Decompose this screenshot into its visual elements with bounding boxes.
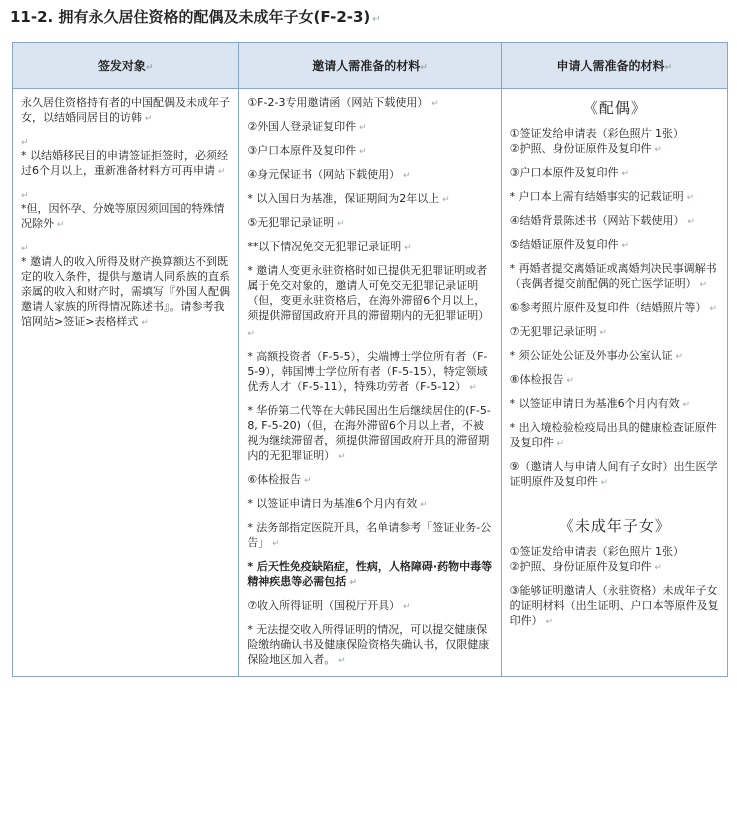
spouse-material-item: ⑥参考照片原件及复印件（结婚照片等） ↵ (509, 301, 717, 314)
section-heading-minor-children: 《未成年子女》 (558, 517, 671, 535)
spouse-material-item: ③户口本原件及复印件 ↵ (509, 166, 629, 179)
visa-requirements-table (12, 42, 728, 677)
spouse-material-item: * 以签证申请日为基准6个月内有效 ↵ (509, 397, 691, 410)
inviter-material-item: ②外国人登录证复印件 ↵ (247, 120, 367, 133)
spouse-material-item: * 须公证处公证及外事办公室认证 ↵ (509, 349, 684, 362)
table-body-row (13, 89, 728, 677)
inviter-material-item: * 华侨第二代等在大韩民国出生后继续居住的(F-5-8, F-5-20)（但，在海外滞留6个月以上者，不被视为继续滞留者，须提供滞留国政府开具的滞留期内的无犯罪证明） ↵ (247, 404, 491, 462)
issue-target-paragraph: *但，因怀孕、分娩等原因须回国的特殊情况除外 ↵ (21, 202, 225, 230)
inviter-material-item: * 法务部指定医院开具，名单请参考「签证业务-公告」 ↵ (247, 521, 492, 549)
spouse-material-item: ⑦无犯罪记录证明 ↵ (509, 325, 607, 338)
inviter-material-item: ⑤无犯罪记录证明 ↵ (247, 216, 345, 229)
spouse-material-item: * 户口本上需有结婚事实的记载证明 ↵ (509, 190, 695, 203)
inviter-material-item: * 后天性免疫缺陷症，性病，人格障碍·药物中毒等精神疾患等必需包括 ↵ (247, 560, 493, 588)
inviter-material-item: * 无法提交收入所得证明的情况，可以提交健康保险缴纳确认书及健康保险资格失确认书，仅限健康保险地区加入者。 ↵ (247, 623, 490, 666)
header-applicant-materials: 申请人需准备的材料↵ (501, 43, 727, 89)
inviter-material-item: **以下情况免交无犯罪记录证明 ↵ (247, 240, 412, 253)
issue-target-paragraph: 永久居住资格持有者的中国配偶及未成年子女，以结婚同居目的访韩 ↵ (21, 96, 230, 124)
page-title: 11-2. 拥有永久居住资格的配偶及未成年子女(F-2-3) ↵ (10, 8, 381, 26)
inviter-material-item: ④身元保证书（网站下载使用） ↵ (247, 168, 411, 181)
spouse-material-item: * 出入境检验检疫局出具的健康检查证原件及复印件 ↵ (509, 421, 717, 449)
spouse-material-item: ⑧体检报告 ↵ (509, 373, 574, 386)
inviter-material-item: * 邀请人变更永驻资格时如已提供无犯罪证明或者属于免交对象的，邀请人可免交无犯罪记录证明（但，变更永驻资格后，在海外滞留6个月以上，须提供滞留国政府开具的滞留期内的无犯罪证明） ↵ (247, 264, 490, 339)
issue-target-paragraph: * 邀请人的收入所得及财产换算额达不到既定的收入条件，提供与邀请人同系族的直系亲属的收入和财产时，需填写『外国人配偶邀请人家族的所得情况陈述书』。请参考我馆网站>签证>表格样式 ↵ (21, 255, 230, 328)
issue-target-paragraph: ↵ (21, 244, 29, 254)
header-inviter-materials: 邀请人需准备的材料↵ (239, 43, 501, 89)
paragraph-mark-icon: ↵ (372, 14, 381, 25)
inviter-material-item: ⑦收入所得证明（国税厅开具） ↵ (247, 599, 411, 612)
inviter-material-item: * 以签证申请日为基准6个月内有效 ↵ (247, 497, 428, 510)
issue-target-paragraph: ↵ (21, 138, 29, 148)
inviter-material-item: ⑥体检报告 ↵ (247, 473, 312, 486)
issue-target-paragraph: * 以结婚移民目的申请签证拒签时，必须经过6个月以上，重新准备材料方可再申请 ↵ (21, 149, 228, 177)
spouse-material-item: * 再婚者提交离婚证或离婚判决民事调解书（丧偶者提交前配偶的死亡医学证明） ↵ (509, 262, 717, 290)
section-heading-spouse: 《配偶》 (582, 99, 647, 117)
header-issue-target: 签发对象↵ (13, 43, 239, 89)
issue-target-cell (13, 89, 239, 677)
spouse-material-item: ④结婚背景陈述书（网站下载使用） ↵ (509, 214, 695, 227)
spouse-material-item: ⑨（邀请人与申请人间有子女时）出生医学证明原件及复印件 ↵ (509, 460, 718, 488)
spouse-material-item: ⑤结婚证原件及复印件 ↵ (509, 238, 629, 251)
inviter-material-item: * 高额投资者（F-5-5），尖端博士学位所有者（F-5-9），韩国博士学位所有者（F-5-15），特定领域优秀人才（F-5-11），特殊功劳者（F-5-12） ↵ (247, 350, 488, 393)
issue-target-paragraph: ↵ (21, 191, 29, 201)
inviter-material-item: ③户口本原件及复印件 ↵ (247, 144, 367, 157)
inviter-material-item: * 以入国日为基准，保证期间为2年以上 ↵ (247, 192, 450, 205)
inviter-materials-cell (239, 89, 501, 677)
spouse-material-item: ①签证发给申请表（彩色照片 1张） ②护照、身份证原件及复印件 ↵ (509, 127, 685, 155)
inviter-material-item: ①F-2-3专用邀请函（网站下载使用） ↵ (247, 96, 439, 109)
applicant-materials-cell (501, 89, 727, 677)
table-header-row (13, 43, 728, 89)
child-material-item: ①签证发给申请表（彩色照片 1张） ②护照、身份证原件及复印件 ↵ (509, 545, 685, 573)
child-material-item: ③能够证明邀请人（永驻资格）未成年子女的证明材料（出生证明、户口本等原件及复印件） ↵ (509, 584, 719, 627)
